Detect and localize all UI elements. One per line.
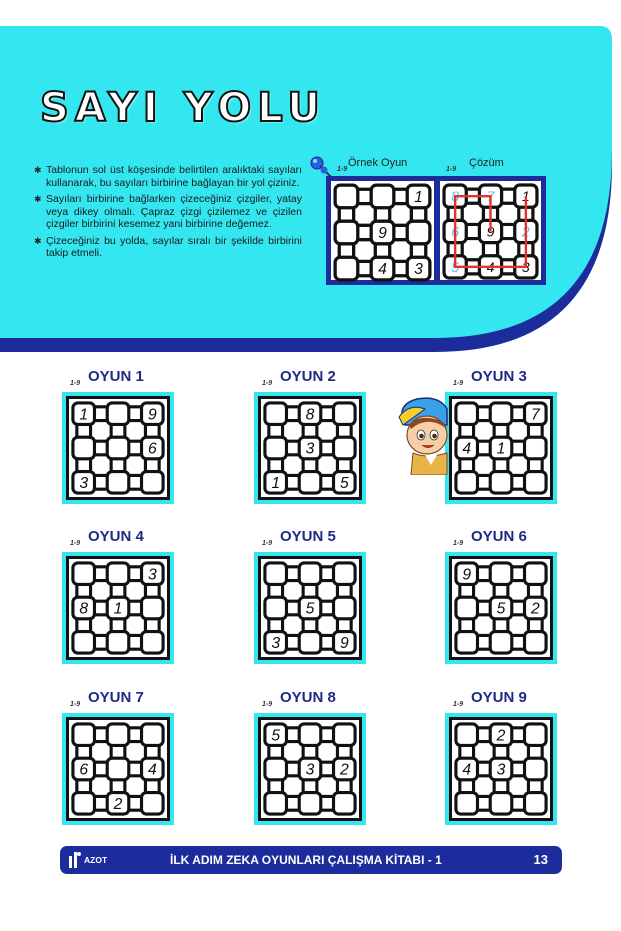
puzzle-cell[interactable] bbox=[107, 437, 129, 459]
connector-square bbox=[303, 424, 317, 438]
puzzle-cell[interactable] bbox=[107, 563, 129, 585]
puzzle-cell[interactable] bbox=[456, 793, 478, 815]
connector-square bbox=[286, 762, 300, 776]
connector-square bbox=[145, 424, 159, 438]
puzzle-cell[interactable] bbox=[456, 472, 478, 494]
game-puzzle-grid bbox=[452, 559, 550, 657]
example-label: Örnek Oyun bbox=[348, 157, 408, 169]
puzzle-cell[interactable] bbox=[265, 793, 287, 815]
game-puzzle-frame bbox=[258, 717, 362, 821]
connector-square bbox=[337, 424, 351, 438]
game-title: OYUN 1 bbox=[88, 368, 144, 385]
puzzle-cell[interactable] bbox=[371, 185, 394, 208]
connector-square bbox=[269, 458, 283, 472]
puzzle-cell[interactable] bbox=[525, 437, 547, 459]
cell-number: 3 bbox=[496, 761, 506, 779]
puzzle-cell[interactable] bbox=[334, 403, 356, 425]
connector-square bbox=[477, 796, 491, 810]
cell-number: 5 bbox=[451, 258, 460, 275]
cell-number: 3 bbox=[305, 440, 315, 458]
cell-number: 2 bbox=[521, 223, 530, 240]
game-range: 1-9 bbox=[262, 701, 273, 708]
puzzle-cell[interactable] bbox=[142, 793, 164, 815]
game-title: OYUN 5 bbox=[280, 528, 336, 545]
cell-number: 6 bbox=[79, 761, 89, 779]
cell-number: 6 bbox=[451, 223, 460, 240]
connector-square bbox=[286, 567, 300, 581]
puzzle-cell[interactable] bbox=[265, 597, 287, 619]
game-puzzle-frame bbox=[66, 396, 170, 500]
cell-number: 5 bbox=[271, 727, 281, 745]
example-puzzle-frame bbox=[326, 176, 439, 285]
cartoon-boy-illustration bbox=[395, 395, 450, 475]
puzzle-cell[interactable] bbox=[334, 793, 356, 815]
rule-item: ✱ Sayıları birbirine bağlarken çizeceğiniz çizgiler, yatay veya dikey olmalı. Çapraz çizgi çizilemez ve çizilen çizgiler birbirini kesemez yani birbirine değemez. bbox=[34, 193, 302, 231]
puzzle-cell[interactable] bbox=[334, 597, 356, 619]
cell-number: 3 bbox=[271, 634, 281, 652]
connector-square bbox=[477, 407, 491, 421]
cell-number: 8 bbox=[451, 188, 460, 205]
puzzle-cell[interactable] bbox=[299, 793, 321, 815]
game-range: 1-9 bbox=[70, 701, 81, 708]
example-range: 1-9 bbox=[337, 166, 348, 173]
cell-number: 2 bbox=[496, 727, 506, 745]
game-title: OYUN 2 bbox=[280, 368, 336, 385]
connector-square bbox=[77, 424, 91, 438]
puzzle-cell[interactable] bbox=[525, 793, 547, 815]
puzzle-cell[interactable] bbox=[525, 472, 547, 494]
puzzle-cell[interactable] bbox=[407, 221, 430, 244]
puzzle-cell[interactable] bbox=[107, 724, 129, 746]
cell-number: 4 bbox=[486, 258, 495, 275]
page-number: 13 bbox=[533, 852, 548, 867]
game-puzzle-frame bbox=[258, 556, 362, 660]
connector-square bbox=[494, 424, 508, 438]
connector-square bbox=[528, 424, 542, 438]
cell-number: 4 bbox=[378, 261, 387, 279]
puzzle-cell[interactable] bbox=[265, 437, 287, 459]
connector-square bbox=[337, 458, 351, 472]
puzzle-cell[interactable] bbox=[334, 563, 356, 585]
puzzle-cell[interactable] bbox=[299, 632, 321, 654]
puzzle-cell[interactable] bbox=[142, 724, 164, 746]
connector-square bbox=[286, 728, 300, 742]
puzzle-cell[interactable] bbox=[490, 632, 512, 654]
cell-number: 1 bbox=[271, 474, 281, 492]
game-puzzle-frame bbox=[449, 556, 553, 660]
game-range: 1-9 bbox=[70, 540, 81, 547]
connector-square bbox=[320, 475, 334, 489]
game-title: OYUN 3 bbox=[471, 368, 527, 385]
game-title: OYUN 6 bbox=[471, 528, 527, 545]
puzzle-cell[interactable] bbox=[334, 437, 356, 459]
cell-number: 3 bbox=[305, 761, 315, 779]
cell-number: 1 bbox=[521, 188, 530, 205]
game-puzzle-frame bbox=[449, 396, 553, 500]
connector-square bbox=[320, 762, 334, 776]
puzzle-cell[interactable] bbox=[73, 437, 95, 459]
cell-number: 9 bbox=[147, 406, 157, 424]
page-title: SAYI YOLU bbox=[40, 85, 326, 131]
cell-number: 9 bbox=[378, 225, 387, 243]
solution-range: 1-9 bbox=[446, 166, 457, 173]
puzzle-cell[interactable] bbox=[335, 221, 358, 244]
game-title: OYUN 4 bbox=[88, 528, 144, 545]
game-puzzle-grid bbox=[69, 399, 167, 497]
game-title: OYUN 8 bbox=[280, 689, 336, 706]
game-puzzle-frame bbox=[449, 717, 553, 821]
connector-square bbox=[494, 458, 508, 472]
rule-item: ✱ Tablonun sol üst köşesinde belirtilen aralıktaki sayıları kullanarak, bu sayıları birbirine bağlayan bir yol çiziniz. bbox=[34, 164, 302, 189]
puzzle-cell[interactable] bbox=[142, 597, 164, 619]
connector-square bbox=[477, 635, 491, 649]
connector-square bbox=[477, 567, 491, 581]
cell-number: 1 bbox=[79, 406, 89, 424]
puzzle-cell[interactable] bbox=[299, 724, 321, 746]
solution-puzzle-grid bbox=[440, 181, 541, 282]
puzzle-cell[interactable] bbox=[335, 257, 358, 280]
puzzle-cell[interactable] bbox=[265, 563, 287, 585]
cell-number: 4 bbox=[147, 761, 157, 779]
connector-square bbox=[477, 441, 491, 455]
connector-square bbox=[528, 458, 542, 472]
game-puzzle-frame bbox=[258, 396, 362, 500]
puzzle-cell[interactable] bbox=[142, 472, 164, 494]
connector-square bbox=[303, 458, 317, 472]
game-title: OYUN 7 bbox=[88, 689, 144, 706]
puzzle-cell[interactable] bbox=[265, 758, 287, 780]
connector-square bbox=[320, 601, 334, 615]
game-title: OYUN 9 bbox=[471, 689, 527, 706]
puzzle-cell[interactable] bbox=[456, 597, 478, 619]
game-puzzle-grid bbox=[452, 399, 550, 497]
solution-puzzle-frame bbox=[435, 176, 546, 285]
cell-number: 5 bbox=[496, 600, 506, 618]
game-puzzle-grid bbox=[261, 720, 359, 818]
connector-square bbox=[269, 424, 283, 438]
game-range: 1-9 bbox=[262, 540, 273, 547]
game-puzzle-grid bbox=[69, 720, 167, 818]
game-puzzle-frame bbox=[66, 717, 170, 821]
connector-square bbox=[77, 458, 91, 472]
footer-book-title: İLK ADIM ZEKA OYUNLARI ÇALIŞMA KİTABI - 1 bbox=[170, 853, 442, 867]
puzzle-cell[interactable] bbox=[73, 724, 95, 746]
puzzle-cell[interactable] bbox=[490, 563, 512, 585]
connector-square bbox=[477, 728, 491, 742]
puzzle-cell[interactable] bbox=[73, 793, 95, 815]
connector-square bbox=[145, 458, 159, 472]
connector-square bbox=[477, 601, 491, 615]
connector-square bbox=[286, 635, 300, 649]
connector-square bbox=[286, 441, 300, 455]
game-range: 1-9 bbox=[262, 380, 273, 387]
puzzle-cell[interactable] bbox=[456, 403, 478, 425]
connector-square bbox=[286, 601, 300, 615]
cell-number: 6 bbox=[147, 440, 157, 458]
example-puzzle-grid bbox=[331, 181, 434, 284]
puzzle-cell[interactable] bbox=[525, 632, 547, 654]
puzzle-cell[interactable] bbox=[525, 758, 547, 780]
cell-number: 7 bbox=[486, 188, 495, 205]
connector-square bbox=[320, 567, 334, 581]
game-puzzle-grid bbox=[69, 559, 167, 657]
puzzle-cell[interactable] bbox=[525, 724, 547, 746]
connector-square bbox=[460, 458, 474, 472]
cell-number: 1 bbox=[496, 440, 506, 458]
game-puzzle-frame bbox=[66, 556, 170, 660]
page-footer bbox=[60, 846, 562, 874]
cell-number: 1 bbox=[414, 189, 423, 207]
cell-number: 5 bbox=[305, 600, 315, 618]
connector-square bbox=[477, 475, 491, 489]
connector-square bbox=[111, 424, 125, 438]
connector-square bbox=[320, 441, 334, 455]
puzzle-cell[interactable] bbox=[490, 403, 512, 425]
cell-number: 4 bbox=[462, 440, 472, 458]
puzzle-cell[interactable] bbox=[73, 563, 95, 585]
solution-label: Çözüm bbox=[469, 157, 504, 169]
connector-square bbox=[320, 728, 334, 742]
puzzle-cell[interactable] bbox=[334, 724, 356, 746]
puzzle-cell[interactable] bbox=[107, 472, 129, 494]
connector-square bbox=[466, 224, 480, 238]
connector-square bbox=[477, 762, 491, 776]
connector-square bbox=[286, 407, 300, 421]
game-range: 1-9 bbox=[453, 380, 464, 387]
cell-number: 2 bbox=[339, 761, 349, 779]
game-range: 1-9 bbox=[453, 701, 464, 708]
puzzle-cell[interactable] bbox=[456, 724, 478, 746]
game-range: 1-9 bbox=[70, 380, 81, 387]
cell-number: 4 bbox=[462, 761, 472, 779]
puzzle-cell[interactable] bbox=[525, 563, 547, 585]
puzzle-cell[interactable] bbox=[107, 758, 129, 780]
connector-square bbox=[320, 635, 334, 649]
connector-square bbox=[320, 796, 334, 810]
puzzle-cell[interactable] bbox=[107, 403, 129, 425]
connector-square bbox=[320, 407, 334, 421]
cell-number: 2 bbox=[113, 795, 123, 813]
cell-number: 9 bbox=[486, 223, 495, 240]
puzzle-cell[interactable] bbox=[142, 632, 164, 654]
rule-item: ✱ Çizeceğiniz bu yolda, sayılar sıralı bir şekilde birbirini takip etmeli. bbox=[34, 235, 302, 260]
game-puzzle-grid bbox=[452, 720, 550, 818]
puzzle-cell[interactable] bbox=[265, 403, 287, 425]
cell-number: 1 bbox=[113, 600, 123, 618]
cell-number: 9 bbox=[462, 566, 472, 584]
connector-square bbox=[286, 796, 300, 810]
puzzle-cell[interactable] bbox=[490, 793, 512, 815]
cell-number: 5 bbox=[339, 474, 349, 492]
connector-square bbox=[286, 475, 300, 489]
cell-number: 3 bbox=[79, 474, 89, 492]
footer-brand: AZOT bbox=[84, 855, 108, 865]
cell-number: 9 bbox=[339, 634, 349, 652]
puzzle-cell[interactable] bbox=[299, 563, 321, 585]
cell-number: 8 bbox=[79, 600, 89, 618]
rules-list bbox=[34, 164, 302, 264]
puzzle-cell[interactable] bbox=[456, 632, 478, 654]
game-range: 1-9 bbox=[453, 540, 464, 547]
puzzle-cell[interactable] bbox=[490, 472, 512, 494]
cell-number: 3 bbox=[414, 261, 423, 279]
game-puzzle-grid bbox=[261, 399, 359, 497]
puzzle-cell[interactable] bbox=[299, 472, 321, 494]
cell-number: 2 bbox=[530, 600, 540, 618]
cell-number: 3 bbox=[147, 566, 157, 584]
connector-square bbox=[460, 424, 474, 438]
game-puzzle-grid bbox=[261, 559, 359, 657]
puzzle-cell[interactable] bbox=[73, 632, 95, 654]
cell-number: 3 bbox=[521, 258, 530, 275]
cell-number: 7 bbox=[530, 406, 540, 424]
connector-square bbox=[111, 458, 125, 472]
puzzle-cell[interactable] bbox=[335, 185, 358, 208]
azot-logo-icon bbox=[68, 850, 82, 870]
cell-number: 8 bbox=[305, 406, 315, 424]
puzzle-cell[interactable] bbox=[107, 632, 129, 654]
